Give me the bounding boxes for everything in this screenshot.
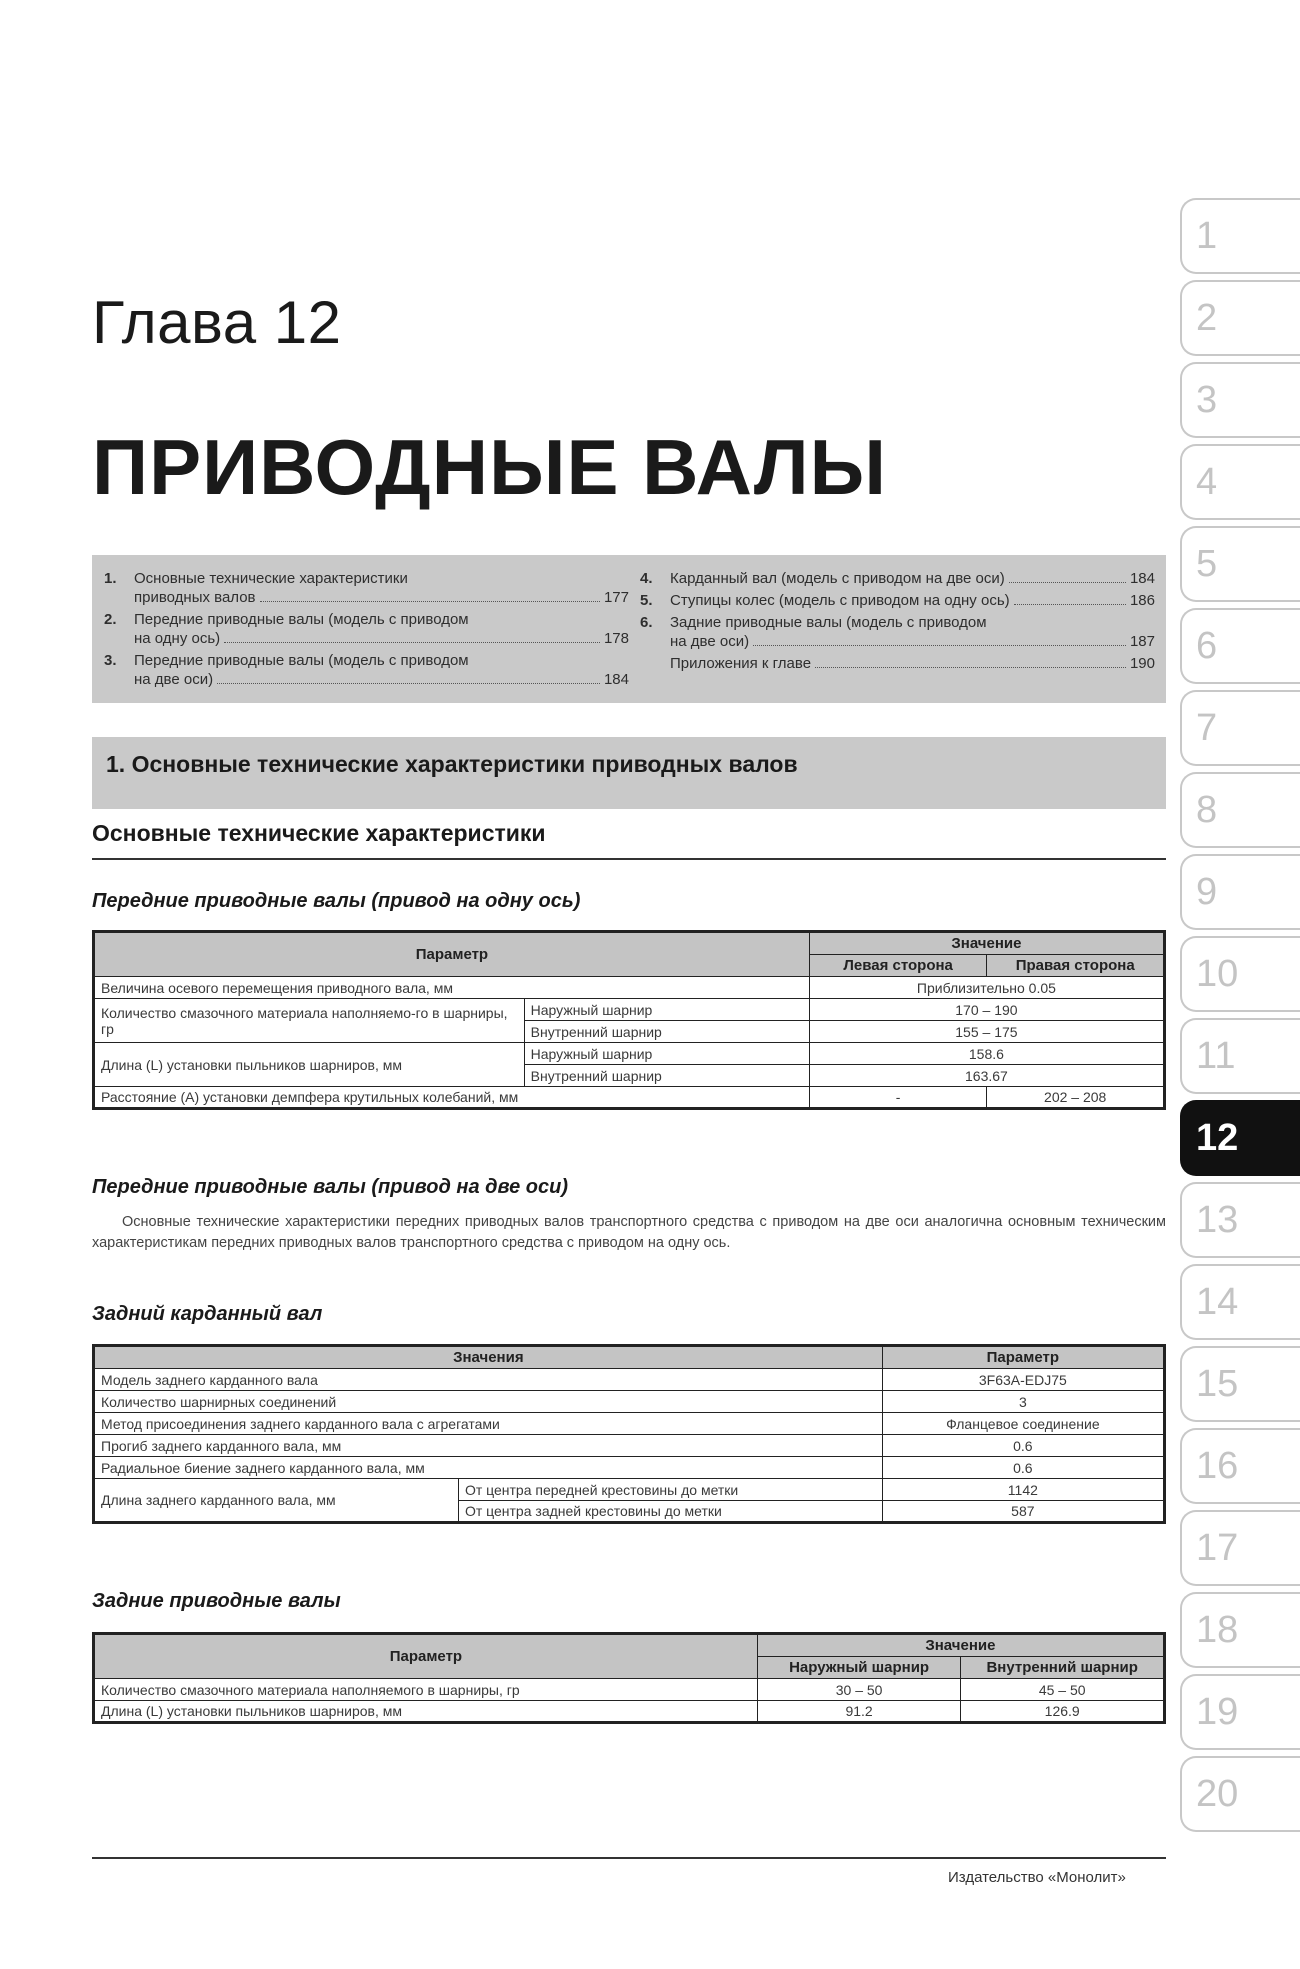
table-cell: Количество шарнирных соединений xyxy=(94,1391,883,1413)
spec-table-rear-cardan xyxy=(92,1344,1166,1524)
toc-item[interactable] xyxy=(104,569,629,607)
table-cell: 158.6 xyxy=(809,1043,1164,1065)
toc-item-number: 4. xyxy=(640,570,653,587)
toc-item-title: Передние приводные валы (модель с приводом xyxy=(134,611,469,628)
table-row xyxy=(94,1043,1165,1065)
footer-divider xyxy=(92,1857,1166,1859)
toc-column-left xyxy=(104,569,629,692)
table-cell: Прогиб заднего карданного вала, мм xyxy=(94,1435,883,1457)
table-row xyxy=(94,1413,1165,1435)
toc-item-page: 184 xyxy=(603,671,629,688)
table-cell: Приблизительно 0.05 xyxy=(809,977,1164,999)
chapter-tab-9[interactable]: 9 xyxy=(1180,854,1300,930)
table-row xyxy=(94,1087,1165,1109)
table-cell: 1142 xyxy=(882,1479,1164,1501)
table-cell: Радиальное биение заднего карданного вала, мм xyxy=(94,1457,883,1479)
table-cell: Расстояние (A) установки демпфера крутильных колебаний, мм xyxy=(94,1087,810,1109)
subsection-heading-text: Основные технические характеристики xyxy=(92,820,546,846)
toc-item[interactable] xyxy=(640,613,1155,651)
chapter-tab-11[interactable]: 11 xyxy=(1180,1018,1300,1094)
table-row xyxy=(94,999,1165,1021)
toc-item-page: 190 xyxy=(1129,655,1155,672)
toc-item-number: 3. xyxy=(104,652,117,669)
toc-item[interactable] xyxy=(104,610,629,648)
table-row xyxy=(94,1369,1165,1391)
chapter-title: ПРИВОДНЫЕ ВАЛЫ xyxy=(92,423,887,511)
table-cell: 30 – 50 xyxy=(757,1679,961,1701)
chapter-tab-10[interactable]: 10 xyxy=(1180,936,1300,1012)
toc-item-number: 6. xyxy=(640,614,653,631)
spec-table-front-one-axle xyxy=(92,930,1166,1110)
table-header-param: Параметр xyxy=(94,1634,758,1679)
table-cell: Наружный шарнир xyxy=(524,999,809,1021)
chapter-tab-6[interactable]: 6 xyxy=(1180,608,1300,684)
chapter-tab-14[interactable]: 14 xyxy=(1180,1264,1300,1340)
toc-item-page: 186 xyxy=(1129,592,1155,609)
chapter-tab-16[interactable]: 16 xyxy=(1180,1428,1300,1504)
footer-publisher: Издательство «Монолит» xyxy=(948,1869,1126,1886)
table-cell: Длина (L) установки пыльников шарниров, мм xyxy=(94,1701,758,1723)
chapter-tab-13[interactable]: 13 xyxy=(1180,1182,1300,1258)
table-cell: Метод присоединения заднего карданного вала с агрегатами xyxy=(94,1413,883,1435)
table-heading-rear-cardan: Задний карданный вал xyxy=(92,1303,323,1325)
chapter-tab-5[interactable]: 5 xyxy=(1180,526,1300,602)
chapter-tab-1[interactable]: 1 xyxy=(1180,198,1300,274)
table-header-inner: Внутренний шарнир xyxy=(961,1657,1165,1679)
section-heading: 1. Основные технические характеристики приводных валов xyxy=(106,751,798,777)
toc-item-title: Карданный вал (модель с приводом на две оси) xyxy=(670,570,1005,587)
chapter-label: Глава 12 xyxy=(92,289,342,356)
table-cell: Внутренний шарнир xyxy=(524,1021,809,1043)
table-heading-front-one-axle: Передние приводные валы (привод на одну ось) xyxy=(92,890,581,912)
table-of-contents xyxy=(92,555,1166,703)
table-row xyxy=(94,1701,1165,1723)
toc-item-page: 187 xyxy=(1129,633,1155,650)
table-cell: 155 – 175 xyxy=(809,1021,1164,1043)
section-heading-bar xyxy=(92,737,1166,809)
chapter-tab-17[interactable]: 17 xyxy=(1180,1510,1300,1586)
table-cell: 0.6 xyxy=(882,1435,1164,1457)
table-row xyxy=(94,1457,1165,1479)
toc-item-title: Передние приводные валы (модель с приводом xyxy=(134,652,469,669)
table-cell: 126.9 xyxy=(961,1701,1165,1723)
chapter-tab-4[interactable]: 4 xyxy=(1180,444,1300,520)
table-row xyxy=(94,977,1165,999)
toc-column-right xyxy=(640,569,1155,676)
table-header-outer: Наружный шарнир xyxy=(757,1657,961,1679)
toc-item-title: Ступицы колес (модель с приводом на одну ось) xyxy=(670,592,1010,609)
table-header-right: Правая сторона xyxy=(987,955,1165,977)
table-cell: Длина (L) установки пыльников шарниров, мм xyxy=(94,1043,525,1087)
table-header-value: Значение xyxy=(757,1634,1164,1657)
table-row xyxy=(94,1479,1165,1501)
table-row xyxy=(94,1391,1165,1413)
heading-front-two-axle: Передние приводные валы (привод на две оси) xyxy=(92,1176,568,1198)
toc-item-title: Задние приводные валы (модель с приводом xyxy=(670,614,987,631)
table-header-param: Параметр xyxy=(882,1346,1164,1369)
table-header-param: Параметр xyxy=(94,932,810,977)
toc-item[interactable] xyxy=(640,591,1155,610)
table-cell: 202 – 208 xyxy=(987,1087,1165,1109)
table-cell: Фланцевое соединение xyxy=(882,1413,1164,1435)
chapter-tab-19[interactable]: 19 xyxy=(1180,1674,1300,1750)
table-heading-rear-drive: Задние приводные валы xyxy=(92,1590,341,1612)
toc-item-title-cont: на две оси) xyxy=(134,671,214,688)
toc-item-number: 2. xyxy=(104,611,117,628)
table-cell: Количество смазочного материала наполняемо-го в шарниры, гр xyxy=(94,999,525,1043)
table-cell: Внутренний шарнир xyxy=(524,1065,809,1087)
paragraph-front-two-axle: Основные технические характеристики передних приводных валов транспортного средства с приводом на две оси аналогична основным техническим характеристикам передних приводных валов транспортного средства с приводом на одну ось. xyxy=(92,1214,1166,1251)
table-cell: 3F63A-EDJ75 xyxy=(882,1369,1164,1391)
toc-item-page: 177 xyxy=(603,589,629,606)
toc-item-title: Основные технические характеристики xyxy=(134,570,408,587)
chapter-tab-15[interactable]: 15 xyxy=(1180,1346,1300,1422)
chapter-tab-18[interactable]: 18 xyxy=(1180,1592,1300,1668)
table-cell: Длина заднего карданного вала, мм xyxy=(94,1479,459,1523)
chapter-tab-8[interactable]: 8 xyxy=(1180,772,1300,848)
table-cell: 170 – 190 xyxy=(809,999,1164,1021)
toc-item-page: 178 xyxy=(603,630,629,647)
table-cell: 0.6 xyxy=(882,1457,1164,1479)
toc-item-title-cont: на две оси) xyxy=(670,633,750,650)
table-row xyxy=(94,1679,1165,1701)
chapter-tab-3[interactable]: 3 xyxy=(1180,362,1300,438)
table-cell: От центра задней крестовины до метки xyxy=(458,1501,882,1523)
toc-item-number: 5. xyxy=(640,592,653,609)
subsection-heading xyxy=(92,818,1166,860)
table-cell: 45 – 50 xyxy=(961,1679,1165,1701)
chapter-tab-12-active[interactable]: 12 xyxy=(1180,1100,1300,1176)
toc-item-number: 1. xyxy=(104,570,117,587)
table-cell: 3 xyxy=(882,1391,1164,1413)
table-cell: Наружный шарнир xyxy=(524,1043,809,1065)
chapter-tab-7[interactable]: 7 xyxy=(1180,690,1300,766)
toc-item[interactable] xyxy=(104,651,629,689)
toc-item-title: Приложения к главе xyxy=(670,655,812,672)
table-cell: 587 xyxy=(882,1501,1164,1523)
table-cell: Модель заднего карданного вала xyxy=(94,1369,883,1391)
toc-item-title-cont: на одну ось) xyxy=(134,630,221,647)
toc-item[interactable] xyxy=(640,569,1155,588)
toc-item-page: 184 xyxy=(1129,570,1155,587)
table-cell: От центра передней крестовины до метки xyxy=(458,1479,882,1501)
toc-item[interactable] xyxy=(640,654,1155,673)
table-header-value: Значение xyxy=(809,932,1164,955)
table-cell: 91.2 xyxy=(757,1701,961,1723)
table-row xyxy=(94,1435,1165,1457)
table-cell: Величина осевого перемещения приводного вала, мм xyxy=(94,977,810,999)
table-cell: 163.67 xyxy=(809,1065,1164,1087)
chapter-tab-2[interactable]: 2 xyxy=(1180,280,1300,356)
chapter-tab-20[interactable]: 20 xyxy=(1180,1756,1300,1832)
table-cell: Количество смазочного материала наполняемого в шарниры, гр xyxy=(94,1679,758,1701)
table-header-left: Левая сторона xyxy=(809,955,987,977)
table-header-values: Значения xyxy=(94,1346,883,1369)
spec-table-rear-drive xyxy=(92,1632,1166,1724)
table-cell: - xyxy=(809,1087,987,1109)
toc-item-title-cont: приводных валов xyxy=(134,589,256,606)
